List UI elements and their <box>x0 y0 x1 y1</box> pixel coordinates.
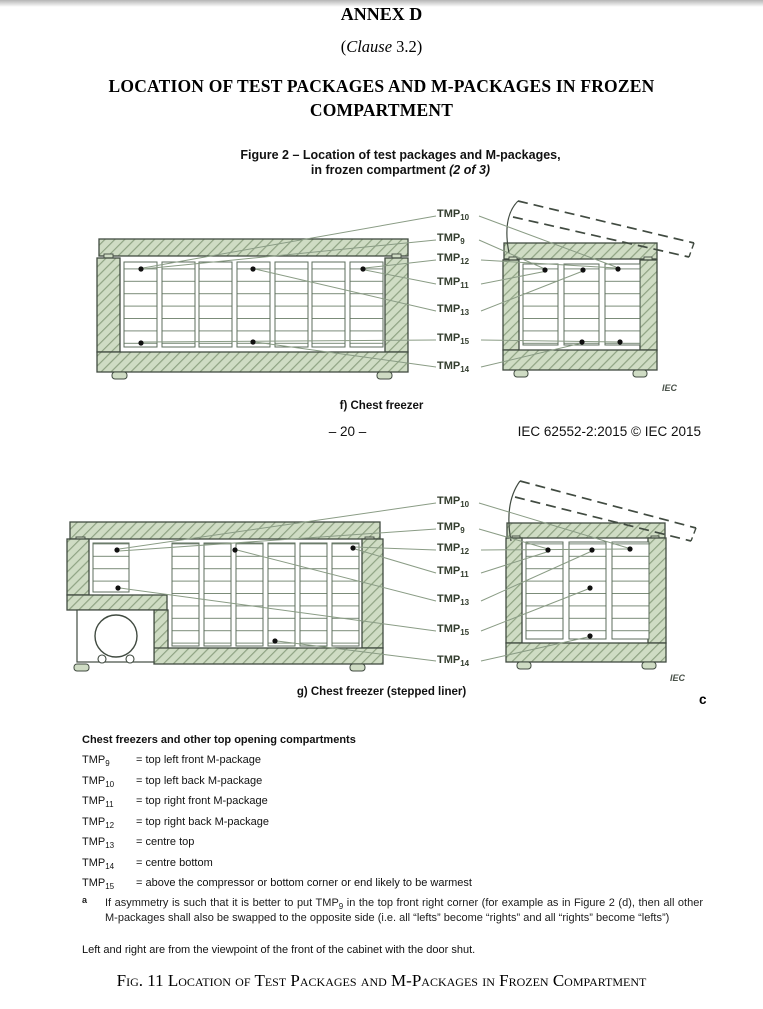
figure-f-chest-freezer-diagram <box>0 195 763 395</box>
tmp-label-g-10: $TMP_{10}$ <box>437 495 470 510</box>
compressor-mount <box>126 655 134 663</box>
document-title-line2: COMPARTMENT <box>309 100 454 120</box>
bottom-figure-caption: Fig. 11 Location of Test Packages and M-Packages in Frozen Compartment <box>116 971 647 990</box>
margin-note-c: c <box>699 692 707 707</box>
compressor-circle <box>95 615 137 657</box>
freezer-end-view <box>506 523 666 669</box>
m-package-stacks <box>523 264 640 345</box>
footnote-text: If asymmetry is such that it is better to put $TMP_9$ in the top front right corner (for example as in Figure 2 (d), then all other M-packages shall also be swapped to the opposite side (i.e. all “lefts” become “rights” and all “rights” become “lefts”) <box>105 897 703 924</box>
legend-item-tmp10: $TMP_{10}$ = top left back M-package <box>82 775 263 790</box>
document-title-line1: LOCATION OF TEST PACKAGES AND M-PACKAGES IN FROZEN <box>108 76 655 96</box>
figure-2-title <box>38 148 763 178</box>
tmp-label-g-15: $TMP_{15}$ <box>437 623 470 638</box>
tmp-label-f-15: $TMP_{15}$ <box>437 332 470 347</box>
figure-f-caption: f) Chest freezer <box>339 400 424 412</box>
figure-2-title-line1: Figure 2 – Location of test packages and M-packages, <box>240 148 561 162</box>
freezer-side-view <box>97 239 408 379</box>
figure-g-chest-freezer-stepped-liner-diagram <box>0 470 763 682</box>
tmp-label-f-12: $TMP_{12}$ <box>437 252 470 267</box>
footnote-a <box>82 896 703 925</box>
tmp-label-g-11: $TMP_{11}$ <box>437 565 469 580</box>
tmp-label-g-9: $TMP_9$ <box>437 521 465 536</box>
compressor-mount <box>98 655 106 663</box>
tmp-label-g-14: $TMP_{14}$ <box>437 654 470 669</box>
legend-item-tmp14: $TMP_{14}$ = centre bottom <box>82 857 213 872</box>
document-title <box>0 74 763 122</box>
tmp-label-g-13: $TMP_{13}$ <box>437 593 470 608</box>
viewpoint-note: Left and right are from the viewpoint of the front of the cabinet with the door shut. <box>82 944 476 956</box>
page-number: – 20 – <box>328 424 367 439</box>
tmp-label-f-11: $TMP_{11}$ <box>437 276 469 291</box>
legend-item-tmp15: $TMP_{15}$ = above the compressor or bottom corner or end likely to be warmest <box>82 877 472 892</box>
clause-reference: (Clause 3.2) <box>340 37 423 56</box>
footnote-marker: a <box>82 895 88 905</box>
figure-g-caption: g) Chest freezer (stepped liner) <box>296 686 467 698</box>
m-package-stacks <box>526 542 649 639</box>
annex-title: ANNEX D <box>340 4 423 24</box>
tmp-label-f-13: $TMP_{13}$ <box>437 303 470 318</box>
tmp-label-f-9: $TMP_9$ <box>437 232 465 247</box>
legend-item-tmp13: $TMP_{13}$ = centre top <box>82 836 195 851</box>
legend-item-tmp12: $TMP_{12}$ = top right back M-package <box>82 816 269 831</box>
m-package-stacks <box>124 262 383 347</box>
iec-credit-g: IEC <box>670 673 686 683</box>
tmp-label-g-12: $TMP_{12}$ <box>437 542 470 557</box>
legend-item-tmp9: $TMP_9$ = top left front M-package <box>82 754 262 769</box>
legend-item-tmp11: $TMP_{11}$ = top right front M-package <box>82 795 268 810</box>
figure-2-title-line2: in frozen compartment (2 of 3) <box>310 163 491 177</box>
iec-credit-f: IEC <box>662 383 678 393</box>
tmp-label-f-14: $TMP_{14}$ <box>437 360 470 375</box>
copyright-notice: IEC 62552-2:2015 © IEC 2015 <box>517 424 701 439</box>
tmp-label-f-10: $TMP_{10}$ <box>437 208 470 223</box>
compressor-compartment <box>77 610 154 663</box>
legend-heading: Chest freezers and other top opening compartments <box>82 734 356 746</box>
